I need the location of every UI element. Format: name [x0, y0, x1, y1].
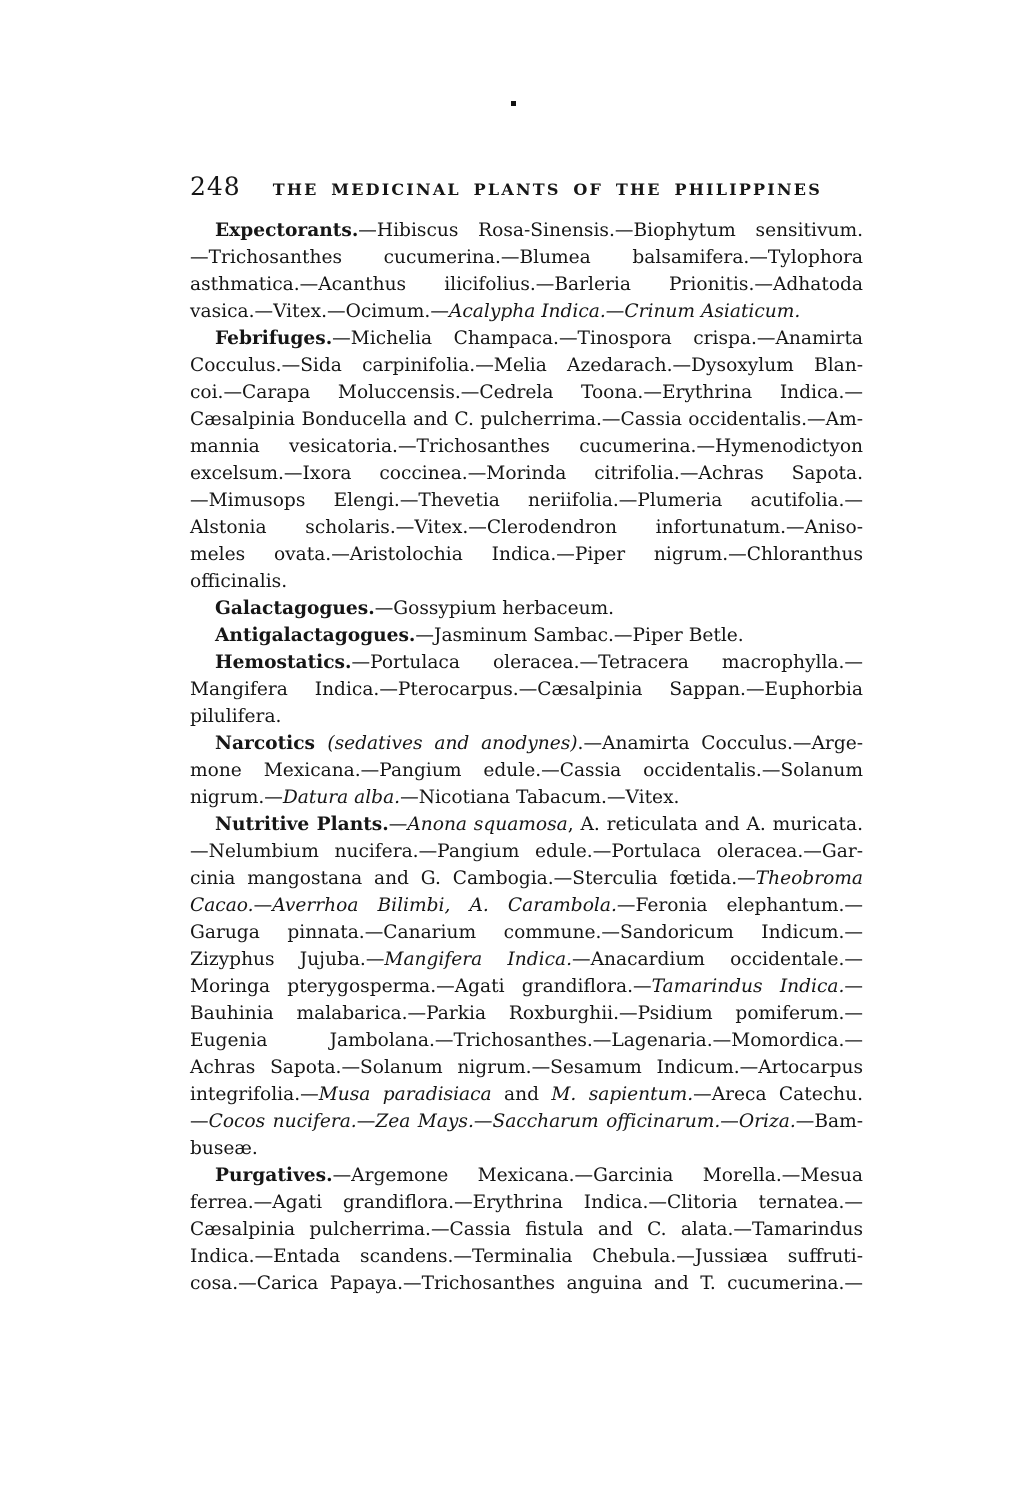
italic-text: Tamarindus Indica.: [651, 976, 845, 997]
body-text: Bauhinia malabarica.—Parkia Roxburghii.—Psidium pomiferum.—: [190, 1003, 863, 1024]
body-text: asthmatica.—Acanthus ilicifolius.—Barleria Prionitis.—Adhatoda: [190, 274, 863, 295]
body-text: buseæ.: [190, 1138, 258, 1159]
italic-text: Datura alba.: [282, 787, 401, 808]
text-line: [190, 1243, 863, 1270]
body-text: vasica.—Vitex.—Ocimum.—: [190, 301, 449, 322]
text-line: [190, 1135, 863, 1162]
text-line: [190, 1108, 863, 1135]
paragraph-expectorants: [190, 217, 863, 325]
text-line: [190, 433, 863, 460]
text-line: [190, 568, 863, 595]
italic-text: Cacao.: [190, 895, 254, 916]
text-line: [190, 946, 863, 973]
paragraph-galactagogues: [190, 595, 863, 622]
italic-text: Zea Mays.: [375, 1111, 474, 1132]
text-line: [190, 460, 863, 487]
body-text: Eugenia Jambolana.—Trichosanthes.—Lagenaria.—Momordica.—: [190, 1030, 863, 1051]
text-line: [190, 703, 863, 730]
italic-text: Saccharum officinarum.: [492, 1111, 721, 1132]
lead-word: Febrifuges.: [215, 328, 333, 349]
body-text: Indica.—Entada scandens.—Terminalia Chebula.—Jussiæa suffruti-: [190, 1246, 863, 1267]
body-text: ferrea.—Agati grandiflora.—Erythrina Indica.—Clitoria ternatea.—: [190, 1192, 863, 1213]
body-text: —Mimusops Elengi.—Thevetia neriifolia.—Plumeria acutifolia.—: [190, 490, 863, 511]
body-text: Alstonia scholaris.—Vitex.—Clerodendron infortunatum.—Aniso-: [190, 517, 863, 538]
text-line: [190, 676, 863, 703]
page-header: [190, 172, 863, 201]
text-line: [190, 919, 863, 946]
body-text: —Bam-: [795, 1111, 864, 1132]
text-line: [190, 541, 863, 568]
text-line: [190, 1027, 863, 1054]
body-text: meles ovata.—Aristolochia Indica.—Piper nigrum.—Chloranthus: [190, 544, 863, 565]
body-text: —Feronia elephantum.—: [616, 895, 863, 916]
text-line: [190, 730, 863, 757]
paragraph-hemostatics: [190, 649, 863, 730]
body-text: and: [491, 1084, 552, 1105]
body-text: —Anacardium occidentale.—: [572, 949, 863, 970]
italic-text: Anona squamosa: [407, 814, 568, 835]
lead-word: Nutritive Plants.: [215, 814, 389, 835]
text-line: [190, 784, 863, 811]
body-text: —Portulaca oleracea.—Tetracera macrophylla.—: [351, 652, 863, 673]
body-text: —Michelia Champaca.—Tinospora crispa.—Anamirta: [332, 328, 863, 349]
body-text: —: [388, 814, 408, 835]
text-line: [190, 811, 863, 838]
italic-text: Cocos nucifera.: [208, 1111, 357, 1132]
body-text: integrifolia.—: [190, 1084, 319, 1105]
text-line: [190, 865, 863, 892]
body-text: cosa.—Carica Papaya.—Trichosanthes anguina and T. cucumerina.—: [190, 1273, 863, 1294]
text-line: [190, 838, 863, 865]
body-text: mone Mexicana.—Pangium edule.—Cassia occidentalis.—Solanum: [190, 760, 863, 781]
text-line: [190, 271, 863, 298]
body-text: Mangifera Indica.—Pterocarpus.—Cæsalpinia Sappan.—Euphorbia: [190, 679, 863, 700]
body-text: Cæsalpinia Bonducella and C. pulcherrima.—Cassia occidentalis.—Am-: [190, 409, 863, 430]
body-text: pilulifera.: [190, 706, 282, 727]
body-text: mannia vesicatoria.—Trichosanthes cucumerina.—Hymenodictyon: [190, 436, 863, 457]
body-text: —: [473, 1111, 493, 1132]
lead-word: Narcotics: [215, 733, 328, 754]
paragraph-purgatives: [190, 1162, 863, 1297]
body-text: —: [720, 1111, 739, 1132]
body-text: Cocculus.—Sida carpinifolia.—Melia Azedarach.—Dysoxylum Blan-: [190, 355, 863, 376]
text-line: [190, 379, 863, 406]
paragraph-nutritive-plants: [190, 811, 863, 1162]
lead-word: Hemostatics.: [215, 652, 352, 673]
body-text: —Nelumbium nucifera.—Pangium edule.—Portulaca oleracea.—Gar-: [190, 841, 863, 862]
text-line: [190, 973, 863, 1000]
text-line: [190, 1216, 863, 1243]
text-line: [190, 325, 863, 352]
text-line: [190, 406, 863, 433]
italic-text: Crinum Asiaticum.: [624, 301, 801, 322]
text-line: [190, 352, 863, 379]
italic-text: Oriza.: [738, 1111, 796, 1132]
body-text: —Jasminum Sambac.—Piper Betle.: [415, 625, 744, 646]
text-line: [190, 649, 863, 676]
body-text: Garuga pinnata.—Canarium commune.—Sandoricum Indicum.—: [190, 922, 863, 943]
italic-text: M. sapientum.: [551, 1084, 694, 1105]
ink-speck: [511, 101, 516, 106]
text-line: [190, 244, 863, 271]
running-title: THE MEDICINAL PLANTS OF THE PHILIPPINES: [272, 180, 822, 199]
paragraph-febrifuges: [190, 325, 863, 595]
paragraph-antigalactagogues: [190, 622, 863, 649]
body-text: Moringa pterygosperma.—Agati grandiflora.—: [190, 976, 652, 997]
body-text: excelsum.—Ixora coccinea.—Morinda citrifolia.—Achras Sapota.: [190, 463, 863, 484]
lead-word: Galactagogues.: [215, 598, 375, 619]
text-line: [190, 298, 863, 325]
italic-text: (sedatives and anodynes): [327, 733, 578, 754]
body-text: —Hibiscus Rosa-Sinensis.—Biophytum sensitivum.: [358, 220, 863, 241]
text-line: [190, 1081, 863, 1108]
body-text: officinalis.: [190, 571, 288, 592]
text-line: [190, 1270, 863, 1297]
text-line: [190, 514, 863, 541]
lead-word: Expectorants.: [215, 220, 359, 241]
body-text: —: [356, 1111, 376, 1132]
paragraph-narcotics: [190, 730, 863, 811]
lead-word: Antigalactagogues.: [215, 625, 416, 646]
italic-text: Musa paradisiaca: [318, 1084, 492, 1105]
italic-text: Theobroma: [755, 868, 863, 889]
text-line: [190, 1054, 863, 1081]
body-text: nigrum.—: [190, 787, 283, 808]
text-line: [190, 622, 863, 649]
text-block: [190, 217, 863, 1297]
lead-word: Purgatives.: [215, 1165, 333, 1186]
text-line: [190, 1189, 863, 1216]
text-line: [190, 1000, 863, 1027]
body-text: —: [844, 976, 863, 997]
body-text: —Trichosanthes cucumerina.—Blumea balsamifera.—Tylophora: [190, 247, 863, 268]
italic-text: Averrhoa Bilimbi, A. Carambola.: [272, 895, 617, 916]
body-text: cinia mangostana and G. Cambogia.—Sterculia fœtida.—: [190, 868, 756, 889]
body-text: , A. reticulata and A. muricata.: [567, 814, 863, 835]
text-line: [190, 892, 863, 919]
body-text: —Gossypium herbaceum.: [374, 598, 615, 619]
body-text: .—Anamirta Cocculus.—Arge-: [577, 733, 864, 754]
italic-text: Mangifera Indica.: [384, 949, 573, 970]
body-text: coi.—Carapa Moluccensis.—Cedrela Toona.—Erythrina Indica.—: [190, 382, 863, 403]
body-text: —: [605, 301, 625, 322]
text-line: [190, 757, 863, 784]
body-text: Achras Sapota.—Solanum nigrum.—Sesamum Indicum.—Artocarpus: [190, 1057, 863, 1078]
body-text: —Argemone Mexicana.—Garcinia Morella.—Mesua: [332, 1165, 863, 1186]
text-line: [190, 1162, 863, 1189]
page-number: 248: [190, 172, 241, 201]
text-line: [190, 595, 863, 622]
body-text: Cæsalpinia pulcherrima.—Cassia fistula and C. alata.—Tamarindus: [190, 1219, 863, 1240]
italic-text: Acalypha Indica.: [448, 301, 606, 322]
body-text: —Areca Catechu.: [693, 1084, 863, 1105]
text-line: [190, 487, 863, 514]
body-text: —: [253, 895, 273, 916]
body-text: Zizyphus Jujuba.—: [190, 949, 385, 970]
body-text: —Nicotiana Tabacum.—Vitex.: [400, 787, 680, 808]
text-line: [190, 217, 863, 244]
body-text: —: [190, 1111, 209, 1132]
